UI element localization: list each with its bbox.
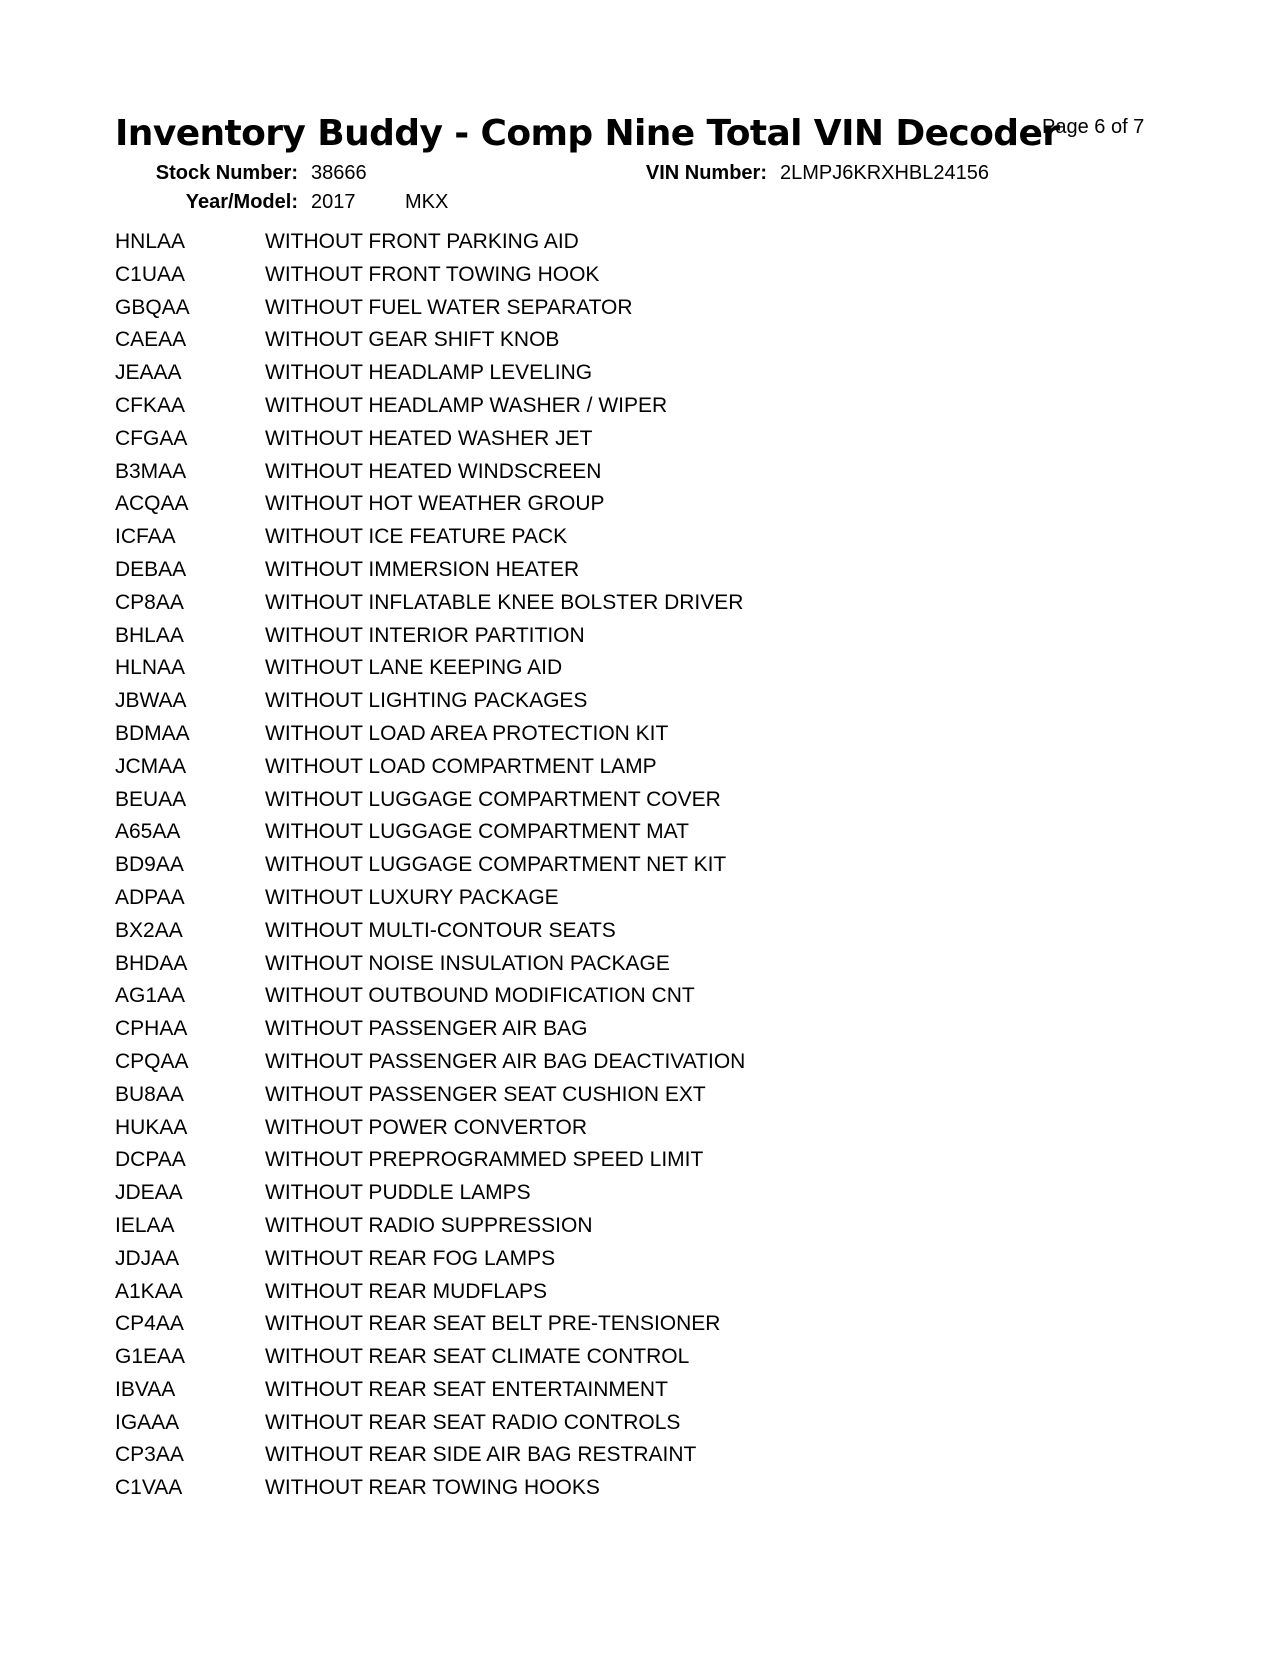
option-code: CAEAA — [115, 328, 187, 352]
option-description: WITHOUT HEATED WINDSCREEN — [265, 459, 602, 483]
option-description: WITHOUT IMMERSION HEATER — [265, 557, 580, 581]
option-description: WITHOUT INTERIOR PARTITION — [265, 623, 585, 647]
option-row — [115, 294, 745, 327]
option-row — [115, 1278, 745, 1311]
stock-number-value: 38666 — [311, 162, 367, 184]
option-code: BX2AA — [115, 918, 183, 942]
option-row — [115, 1179, 745, 1212]
option-row — [115, 490, 745, 523]
option-description: WITHOUT RADIO SUPPRESSION — [265, 1213, 593, 1237]
option-code: BHLAA — [115, 623, 184, 647]
option-row — [115, 589, 745, 622]
year-model-label: Year/Model: — [185, 191, 298, 213]
option-code: BU8AA — [115, 1082, 184, 1106]
option-code: JDJAA — [115, 1246, 180, 1270]
option-description: WITHOUT LUGGAGE COMPARTMENT NET KIT — [265, 853, 727, 877]
option-code: GBQAA — [115, 295, 190, 319]
option-row — [115, 1212, 745, 1245]
vin-number-value: 2LMPJ6KRXHBL24156 — [780, 162, 990, 184]
option-row — [115, 228, 745, 261]
option-code: AG1AA — [115, 984, 186, 1008]
option-row — [115, 851, 745, 884]
option-description: WITHOUT LUGGAGE COMPARTMENT MAT — [265, 820, 689, 844]
option-code: C1UAA — [115, 262, 186, 286]
option-row — [115, 753, 745, 786]
option-row — [115, 1409, 745, 1442]
option-code: BHDAA — [115, 951, 188, 975]
option-code: ACQAA — [115, 492, 189, 516]
option-code: C1VAA — [115, 1476, 183, 1500]
option-description: WITHOUT LOAD COMPARTMENT LAMP — [265, 754, 657, 778]
option-code: HUKAA — [115, 1115, 188, 1139]
option-row — [115, 1048, 745, 1081]
option-description: WITHOUT HEATED WASHER JET — [265, 426, 593, 450]
option-code: JDEAA — [115, 1181, 183, 1205]
option-description: WITHOUT LIGHTING PACKAGES — [265, 689, 588, 713]
option-row — [115, 720, 745, 753]
option-row — [115, 622, 745, 655]
option-code-list — [115, 228, 745, 1507]
option-description: WITHOUT FRONT TOWING HOOK — [265, 262, 600, 286]
option-row — [115, 1245, 745, 1278]
option-description: WITHOUT REAR FOG LAMPS — [265, 1246, 556, 1270]
option-description: WITHOUT INFLATABLE KNEE BOLSTER DRIVER — [265, 590, 744, 614]
option-row — [115, 950, 745, 983]
option-code: DEBAA — [115, 557, 187, 581]
option-description: WITHOUT LUGGAGE COMPARTMENT COVER — [265, 787, 721, 811]
option-row — [115, 1146, 745, 1179]
option-description: WITHOUT REAR TOWING HOOKS — [265, 1476, 600, 1500]
option-description: WITHOUT LOAD AREA PROTECTION KIT — [265, 721, 669, 745]
vin-number-label: VIN Number: — [645, 162, 767, 184]
option-code: HLNAA — [115, 656, 186, 680]
option-row — [115, 982, 745, 1015]
option-code: BDMAA — [115, 721, 190, 745]
option-description: WITHOUT LANE KEEPING AID — [265, 656, 563, 680]
option-row — [115, 359, 745, 392]
option-row — [115, 1114, 745, 1147]
option-code: CFGAA — [115, 426, 188, 450]
option-row — [115, 917, 745, 950]
option-row — [115, 1474, 745, 1507]
option-description: WITHOUT REAR MUDFLAPS — [265, 1279, 547, 1303]
option-description: WITHOUT HEADLAMP LEVELING — [265, 361, 593, 385]
option-row — [115, 326, 745, 359]
option-code: CPHAA — [115, 1017, 188, 1041]
option-row — [115, 556, 745, 589]
option-description: WITHOUT REAR SEAT ENTERTAINMENT — [265, 1377, 668, 1401]
option-description: WITHOUT MULTI-CONTOUR SEATS — [265, 918, 616, 942]
option-description: WITHOUT PASSENGER SEAT CUSHION EXT — [265, 1082, 706, 1106]
option-row — [115, 884, 745, 917]
option-description: WITHOUT OUTBOUND MODIFICATION CNT — [265, 984, 695, 1008]
year-value: 2017 — [311, 191, 356, 213]
option-row — [115, 654, 745, 687]
option-code: JBWAA — [115, 689, 187, 713]
option-description: WITHOUT REAR SIDE AIR BAG RESTRAINT — [265, 1443, 697, 1467]
option-code: DCPAA — [115, 1148, 186, 1172]
option-description: WITHOUT PASSENGER AIR BAG DEACTIVATION — [265, 1049, 746, 1073]
page-number: Page 6 of 7 — [1042, 116, 1145, 138]
option-code: IELAA — [115, 1213, 175, 1237]
option-code: ADPAA — [115, 885, 185, 909]
option-row — [115, 523, 745, 556]
option-row — [115, 1081, 745, 1114]
option-code: JEAAA — [115, 361, 182, 385]
option-row — [115, 1376, 745, 1409]
option-row — [115, 1015, 745, 1048]
option-code: G1EAA — [115, 1345, 186, 1369]
option-row — [115, 458, 745, 491]
option-code: HNLAA — [115, 230, 186, 253]
option-description: WITHOUT REAR SEAT RADIO CONTROLS — [265, 1410, 681, 1434]
option-description: WITHOUT HOT WEATHER GROUP — [265, 492, 605, 516]
option-description: WITHOUT LUXURY PACKAGE — [265, 885, 559, 909]
model-value: MKX — [405, 191, 449, 213]
option-description: WITHOUT REAR SEAT BELT PRE-TENSIONER — [265, 1312, 721, 1336]
option-description: WITHOUT POWER CONVERTOR — [265, 1115, 588, 1139]
option-code: IBVAA — [115, 1377, 176, 1401]
option-description: WITHOUT ICE FEATURE PACK — [265, 525, 568, 549]
option-description: WITHOUT GEAR SHIFT KNOB — [265, 328, 560, 352]
option-description: WITHOUT FUEL WATER SEPARATOR — [265, 295, 633, 319]
option-code: B3MAA — [115, 459, 187, 483]
option-row — [115, 1441, 745, 1474]
option-description: WITHOUT HEADLAMP WASHER / WIPER — [265, 393, 668, 417]
option-row — [115, 786, 745, 819]
option-description: WITHOUT PUDDLE LAMPS — [265, 1181, 531, 1205]
option-row — [115, 392, 745, 425]
option-row — [115, 1343, 745, 1376]
option-description: WITHOUT PREPROGRAMMED SPEED LIMIT — [265, 1148, 704, 1172]
option-code: CFKAA — [115, 393, 186, 417]
option-row — [115, 261, 745, 294]
option-code: CPQAA — [115, 1049, 189, 1073]
option-row — [115, 425, 745, 458]
option-code: JCMAA — [115, 754, 187, 778]
option-code: CP4AA — [115, 1312, 184, 1336]
option-code: ICFAA — [115, 525, 176, 549]
option-row — [115, 818, 745, 851]
option-row — [115, 687, 745, 720]
option-code: A1KAA — [115, 1279, 183, 1303]
option-code: BD9AA — [115, 853, 184, 877]
option-code: BEUAA — [115, 787, 187, 811]
option-description: WITHOUT FRONT PARKING AID — [265, 230, 579, 253]
option-code: CP8AA — [115, 590, 184, 614]
option-row — [115, 1310, 745, 1343]
option-description: WITHOUT REAR SEAT CLIMATE CONTROL — [265, 1345, 690, 1369]
option-description: WITHOUT NOISE INSULATION PACKAGE — [265, 951, 670, 975]
option-code: A65AA — [115, 820, 181, 844]
option-description: WITHOUT PASSENGER AIR BAG — [265, 1017, 588, 1041]
option-code: IGAAA — [115, 1410, 180, 1434]
document-title: Inventory Buddy - Comp Nine Total VIN Decoder — [115, 113, 1060, 154]
option-code: CP3AA — [115, 1443, 184, 1467]
stock-number-label: Stock Number: — [155, 162, 298, 184]
